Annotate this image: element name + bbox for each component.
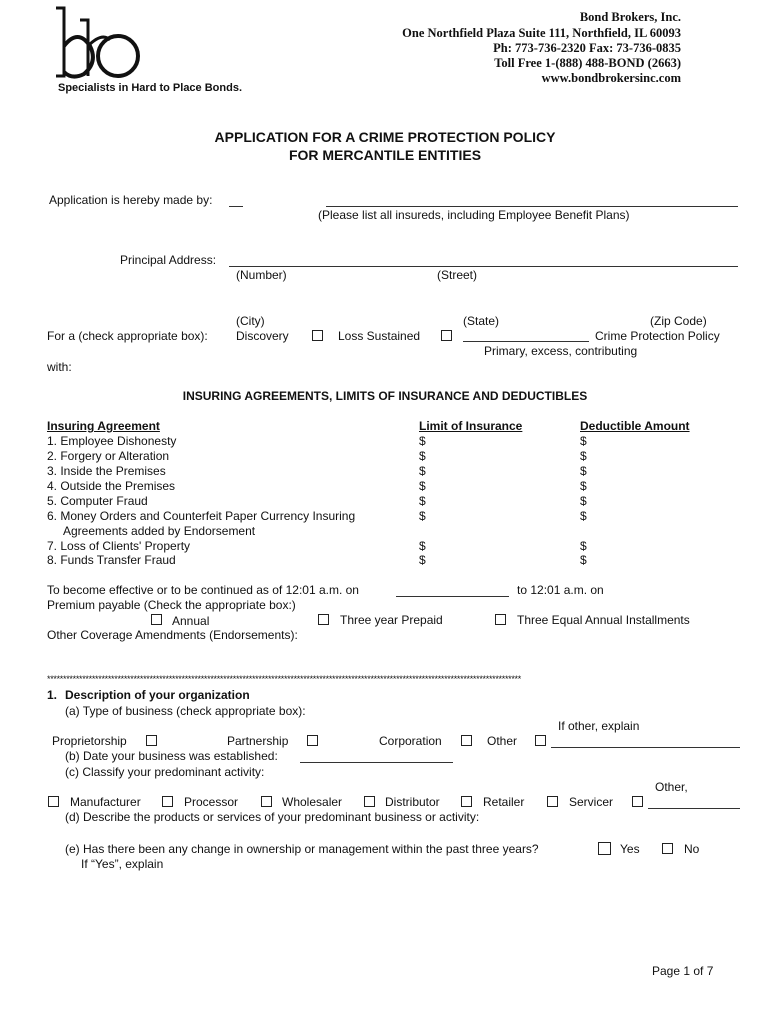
company-phone: Ph: 773-736-2320 Fax: 73-736-0835	[493, 41, 681, 55]
other-checkbox[interactable]	[535, 735, 546, 746]
section1-d: (d) Describe the products or services of your predominant business or activity:	[65, 810, 480, 824]
applicant-label: Application is hereby made by:	[49, 193, 213, 207]
deductible-field[interactable]: $	[580, 539, 587, 553]
agreement-item: 5. Computer Fraud	[47, 494, 148, 508]
deductible-field[interactable]: $	[580, 434, 587, 448]
company-logo	[54, 6, 144, 82]
yes-label: Yes	[620, 842, 640, 856]
col-insuring-agreement: Insuring Agreement	[47, 419, 160, 433]
processor-label: Processor	[184, 795, 239, 809]
limit-field[interactable]: $	[419, 509, 426, 523]
annual-label: Annual	[172, 614, 210, 628]
limit-field[interactable]: $	[419, 553, 426, 567]
page-number: Page 1 of 7	[652, 964, 714, 978]
section1-c: (c) Classify your predominant activity:	[65, 765, 265, 779]
processor-checkbox[interactable]	[162, 796, 173, 807]
address-zip-hint: (Zip Code)	[650, 314, 707, 328]
applicant-hint: (Please list all insureds, including Employee Benefit Plans)	[318, 208, 630, 222]
agreement-item: 6. Money Orders and Counterfeit Paper Currency Insuring	[47, 509, 356, 523]
section1-e: (e) Has there been any change in ownership or management within the past three years?	[65, 842, 539, 856]
address-number-hint: (Number)	[236, 268, 287, 282]
agreement-item: 4. Outside the Premises	[47, 479, 176, 493]
company-website[interactable]: www.bondbrokersinc.com	[541, 71, 681, 85]
no-label: No	[684, 842, 700, 856]
section1-heading: Description of your organization	[65, 688, 250, 702]
section1-b: (b) Date your business was established:	[65, 749, 278, 763]
if-yes-explain: If “Yes”, explain	[81, 857, 164, 871]
effective-date-field[interactable]	[396, 596, 509, 597]
address-state-hint: (State)	[463, 314, 500, 328]
crime-policy-label: Crime Protection Policy	[595, 329, 720, 343]
address-city-hint: (City)	[236, 314, 265, 328]
installments-label: Three Equal Annual Installments	[517, 613, 690, 627]
form-title-line1: APPLICATION FOR A CRIME PROTECTION POLICY	[214, 129, 556, 145]
annual-checkbox[interactable]	[151, 614, 162, 625]
other2-label: Other,	[655, 780, 688, 794]
deductible-field[interactable]: $	[580, 449, 587, 463]
agreement-item: 2. Forgery or Alteration	[47, 449, 170, 463]
installments-checkbox[interactable]	[495, 614, 506, 625]
limit-field[interactable]: $	[419, 434, 426, 448]
form-title-line2: FOR MERCANTILE ENTITIES	[288, 147, 482, 163]
other-explain-field[interactable]	[551, 747, 740, 748]
with-label: with:	[47, 360, 72, 374]
proprietorship-label: Proprietorship	[52, 734, 127, 748]
servicer-label: Servicer	[569, 795, 614, 809]
retailer-label: Retailer	[483, 795, 525, 809]
col-deductible-amount: Deductible Amount	[580, 419, 690, 433]
premium-label: Premium payable (Check the appropriate box:)	[47, 598, 296, 612]
policy-check-label: For a (check appropriate box):	[47, 329, 208, 343]
three-year-checkbox[interactable]	[318, 614, 329, 625]
three-year-label: Three year Prepaid	[340, 613, 443, 627]
loss-sustained-label: Loss Sustained	[338, 329, 421, 343]
company-tollfree: Toll Free 1-(888) 488-BOND (2663)	[494, 56, 681, 70]
other2-checkbox[interactable]	[632, 796, 643, 807]
wholesaler-checkbox[interactable]	[261, 796, 272, 807]
if-other-explain: If other, explain	[558, 719, 640, 733]
discovery-checkbox[interactable]	[312, 330, 323, 341]
discovery-label: Discovery	[236, 329, 289, 343]
deductible-field[interactable]: $	[580, 464, 587, 478]
yes-checkbox[interactable]	[598, 842, 611, 855]
primary-hint: Primary, excess, contributing	[484, 344, 638, 358]
agreement-item: 8. Funds Transfer Fraud	[47, 553, 176, 567]
deductible-field[interactable]: $	[580, 479, 587, 493]
deductible-field[interactable]: $	[580, 509, 587, 523]
principal-address-field[interactable]	[229, 266, 738, 267]
no-checkbox[interactable]	[662, 843, 673, 854]
limit-field[interactable]: $	[419, 449, 426, 463]
limit-field[interactable]: $	[419, 479, 426, 493]
other-label: Other	[487, 734, 518, 748]
distributor-checkbox[interactable]	[364, 796, 375, 807]
applicant-field-stub[interactable]	[229, 206, 243, 207]
applicant-field[interactable]	[326, 206, 738, 207]
manufacturer-label: Manufacturer	[70, 795, 141, 809]
limit-field[interactable]: $	[419, 464, 426, 478]
other-coverage-label: Other Coverage Amendments (Endorsements):	[47, 628, 298, 642]
company-name: Bond Brokers, Inc.	[579, 10, 681, 24]
policy-type-field[interactable]	[463, 341, 589, 342]
effective-text: To become effective or to be continued as of 12:01 a.m. on	[47, 583, 359, 597]
servicer-checkbox[interactable]	[547, 796, 558, 807]
wholesaler-label: Wholesaler	[282, 795, 343, 809]
address-street-hint: (Street)	[437, 268, 478, 282]
proprietorship-checkbox[interactable]	[146, 735, 157, 746]
agreement-item: Agreements added by Endorsement	[63, 524, 256, 538]
partnership-label: Partnership	[227, 734, 289, 748]
loss-sustained-checkbox[interactable]	[441, 330, 452, 341]
section1-a: (a) Type of business (check appropriate box):	[65, 704, 306, 718]
corporation-label: Corporation	[379, 734, 442, 748]
company-address: One Northfield Plaza Suite 111, Northfield, IL 60093	[402, 26, 681, 40]
date-established-field[interactable]	[300, 762, 453, 763]
limit-field[interactable]: $	[419, 494, 426, 508]
effective-to-text: to 12:01 a.m. on	[517, 583, 604, 597]
agreement-item: 7. Loss of Clients' Property	[47, 539, 191, 553]
agreement-item: 3. Inside the Premises	[47, 464, 166, 478]
retailer-checkbox[interactable]	[461, 796, 472, 807]
other2-field[interactable]	[648, 808, 740, 809]
manufacturer-checkbox[interactable]	[48, 796, 59, 807]
insuring-heading: INSURING AGREEMENTS, LIMITS OF INSURANCE AND DEDUCTIBLES	[182, 389, 588, 403]
deductible-field[interactable]: $	[580, 553, 587, 567]
company-tagline: Specialists in Hard to Place Bonds.	[58, 82, 242, 94]
deductible-field[interactable]: $	[580, 494, 587, 508]
limit-field[interactable]: $	[419, 539, 426, 553]
corporation-checkbox[interactable]	[461, 735, 472, 746]
separator-stars: ****************************************************************************************************************************************************	[47, 674, 521, 684]
partnership-checkbox[interactable]	[307, 735, 318, 746]
agreement-item: 1. Employee Dishonesty	[47, 434, 177, 448]
col-limit-of-insurance: Limit of Insurance	[419, 419, 523, 433]
principal-address-label: Principal Address:	[120, 253, 217, 267]
distributor-label: Distributor	[385, 795, 440, 809]
section1-number: 1.	[47, 688, 58, 702]
